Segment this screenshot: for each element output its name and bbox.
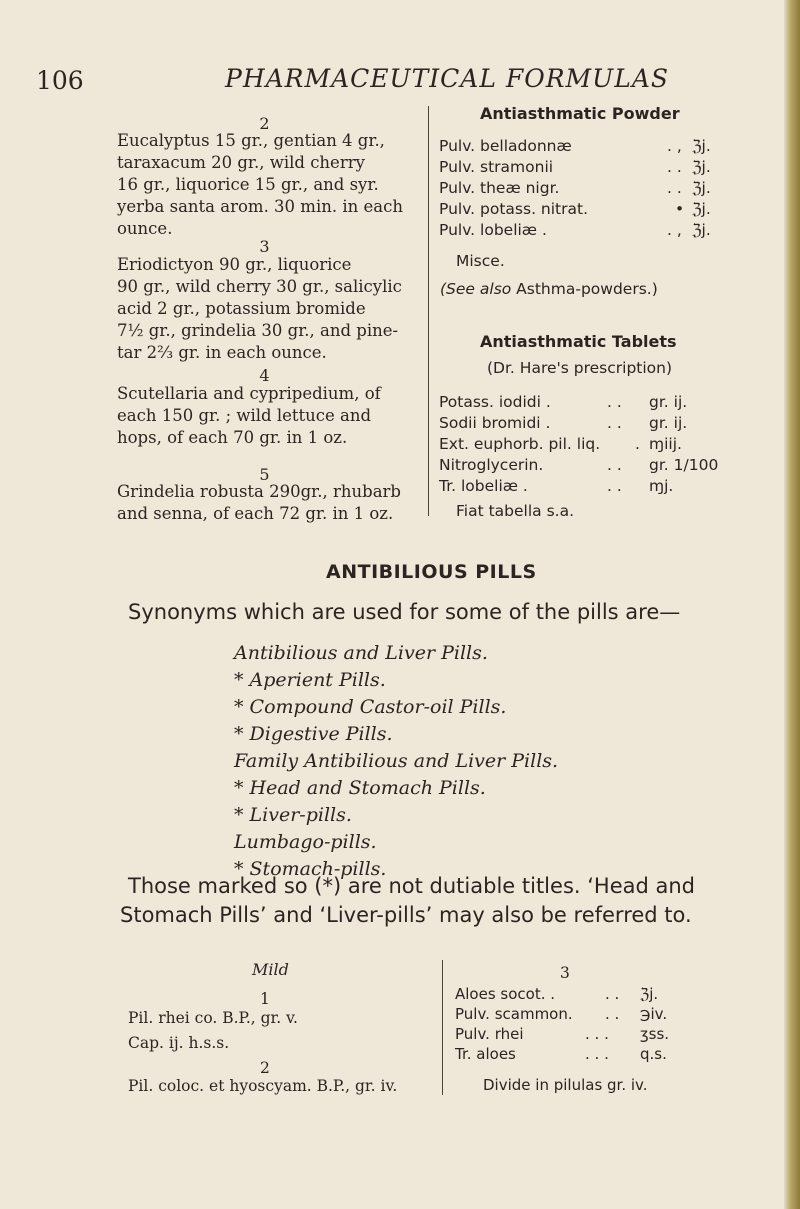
formula-number: 2	[259, 114, 270, 133]
note-line: Stomach Pills’ and ‘Liver-pills’ may also be referred to.	[120, 903, 692, 927]
formula-number: 4	[259, 366, 270, 385]
list-item: Pulv. potass. nitrat. • ℨj.	[439, 200, 711, 218]
section-heading: ANTIBILIOUS PILLS	[326, 561, 537, 583]
formula-text: Pil. rhei co. B.P., gr. v.	[128, 1009, 298, 1027]
intro-text: Synonyms which are used for some of the pills are—	[128, 600, 681, 624]
formula-text: Grindelia robusta 290gr., rhubarb and senna, of each 72 gr. in 1 oz.	[117, 482, 401, 523]
formula-text: Pil. coloc. et hyoscyam. B.P., gr. iv.	[128, 1077, 398, 1095]
powder-title: Antiasthmatic Powder	[480, 104, 680, 123]
list-item: * Head and Stomach Pills.	[234, 777, 486, 799]
synonym-list	[234, 640, 558, 883]
list-item: Pulv. belladonnæ . , ℨj.	[439, 137, 711, 155]
list-item: Family Antibilious and Liver Pills.	[234, 750, 559, 772]
list-item: Ext. euphorb. pil. liq. . ɱiij.	[439, 435, 682, 453]
misce-text: Misce.	[456, 252, 505, 270]
formula-text: Eucalyptus 15 gr., gentian 4 gr., taraxacum 20 gr., wild cherry 16 gr., liquorice 15 gr., and syr. yerba santa arom. 30 min. in each ounce.	[117, 131, 403, 238]
powder-list	[439, 137, 739, 242]
formula-number: 3	[259, 237, 270, 256]
page-number: 106	[36, 66, 84, 95]
list-item: Antibilious and Liver Pills.	[234, 642, 488, 664]
list-item: * Compound Castor-oil Pills.	[234, 696, 507, 718]
column-divider	[428, 106, 429, 516]
list-item: Pulv. rhei . . . ʒss.	[455, 1025, 670, 1043]
tablets-list	[439, 393, 739, 498]
formula-number: 5	[259, 465, 270, 484]
formula-text: Scutellaria and cypripedium, of each 150 gr. ; wild lettuce and hops, of each 70 gr. in 1 oz.	[117, 384, 381, 447]
formula-text: Cap. ij. h.s.s.	[128, 1034, 230, 1052]
list-item: Sodii bromidi . . . gr. ij.	[439, 414, 688, 432]
list-item: * Liver-pills.	[234, 804, 352, 826]
list-item: Potass. iodidi . . . gr. ij.	[439, 393, 688, 411]
list-item: Pulv. theæ nigr. . . ℨj.	[439, 179, 711, 197]
fiat-text: Fiat tabella s.a.	[456, 502, 575, 520]
list-item: Aloes socot. . . . ℨj.	[455, 985, 659, 1003]
formula3-list	[455, 985, 755, 1065]
list-item: Pulv. stramonii . . ℨj.	[439, 158, 711, 176]
see-also-note: (See also Asthma-powders.)	[440, 280, 658, 298]
mild-title: Mild	[252, 960, 289, 979]
tablets-subtitle: (Dr. Hare's prescription)	[487, 359, 673, 377]
list-item: * Stomach-pills.	[234, 858, 387, 880]
list-item: Pulv. lobeliæ . . , ℨj.	[439, 221, 711, 239]
divide-text: Divide in pilulas gr. iv.	[483, 1076, 648, 1094]
formula-number: 3	[560, 964, 570, 982]
list-item: Nitroglycerin. . . gr. 1/100	[439, 456, 719, 474]
list-item: * Digestive Pills.	[234, 723, 393, 745]
list-item: Tr. lobeliæ . . . ɱj.	[439, 477, 674, 495]
page-edge-binding	[784, 0, 800, 1209]
formula-text: Eriodictyon 90 gr., liquorice 90 gr., wild cherry 30 gr., salicylic acid 2 gr., potassium bromide 7½ gr., grindelia 30 gr., and pine- tar 2⅔ gr. in each ounce.	[117, 255, 402, 362]
list-item: Lumbago-pills.	[234, 831, 377, 853]
list-item: Pulv. scammon. . . ℈iv.	[455, 1005, 668, 1023]
list-item: Tr. aloes . . . q.s.	[455, 1045, 667, 1063]
formula-number: 1	[260, 990, 270, 1008]
column-divider	[442, 960, 443, 1095]
note-line: Those marked so (*) are not dutiable titles. ‘Head and	[128, 874, 695, 898]
list-item: * Aperient Pills.	[234, 669, 386, 691]
tablets-title: Antiasthmatic Tablets	[480, 332, 677, 351]
formula-number: 2	[260, 1059, 270, 1077]
running-title: PHARMACEUTICAL FORMULAS	[225, 64, 669, 93]
